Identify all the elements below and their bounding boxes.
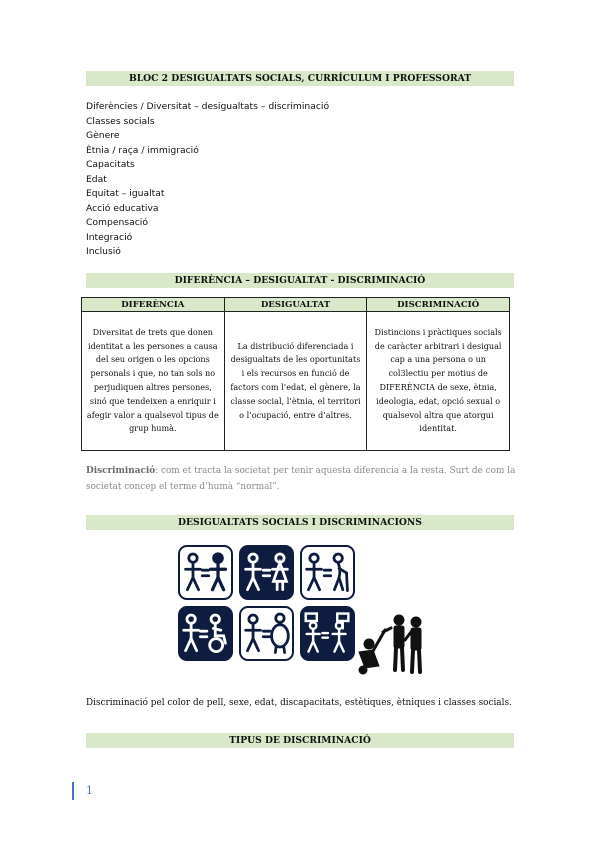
comparison-table bbox=[81, 297, 510, 451]
skin-color-icon bbox=[178, 545, 233, 600]
topic-item: Equitat – igualtat bbox=[86, 188, 165, 199]
topic-item: Inclusió bbox=[86, 246, 121, 257]
section-title-tipus: TIPUS DE DISCRIMINACIÓ bbox=[86, 733, 514, 748]
icons-caption: Discriminació pel color de pell, sexe, edat, discapacitats, estètiques, ètniques i classes socials. bbox=[86, 698, 512, 708]
discrimination-note-label: Discriminació bbox=[86, 466, 156, 476]
topic-item: Ètnia / raça / immigració bbox=[86, 144, 199, 156]
body-aesthetic-icon bbox=[239, 606, 294, 661]
table-cell-desigualtat: La distribució diferenciada i desigualtats de les oportunitats i els recursos en funció de factors com l’edat, el gènere, la classe social, l’ètnia, el territori o l’ocupació, entre d’altres. bbox=[224, 312, 367, 451]
topic-item: Diferències / Diversitat – desigualtats – discriminació bbox=[86, 101, 330, 112]
table-row bbox=[82, 312, 510, 451]
disability-icon bbox=[178, 606, 233, 661]
table-cell-discriminacio: Distincions i pràctiques socials de caràcter arbitrari i desigual cap a una persona o un col3lectiu per motius de DIFERÈNCIA de sexe, ètnia, ideologia, edat, opció sexual o qualsevol altra que atorgui identitat. bbox=[367, 312, 510, 451]
table-header-row bbox=[82, 298, 510, 312]
section-title-diferencia: DIFERÈNCIA – DESIGUALTAT - DISCRIMINACIÓ bbox=[86, 273, 514, 288]
table-header-discriminacio: DISCRIMINACIÓ bbox=[367, 298, 510, 312]
discrimination-note bbox=[86, 463, 516, 495]
table-header-diferencia: DIFERÈNCIA bbox=[82, 298, 225, 312]
topic-item: Compensació bbox=[86, 217, 148, 228]
page-number: 1 bbox=[72, 782, 93, 800]
topic-list bbox=[86, 100, 329, 260]
topic-item: Integració bbox=[86, 231, 133, 243]
ideology-icon bbox=[300, 606, 355, 661]
topic-item: Capacitats bbox=[86, 159, 135, 170]
table-header-desigualtat: DESIGUALTAT bbox=[224, 298, 367, 312]
topic-item: Classes socials bbox=[86, 115, 155, 127]
topic-item: Gènere bbox=[86, 130, 120, 141]
topic-item: Edat bbox=[86, 173, 107, 185]
topic-item: Acció educativa bbox=[86, 202, 159, 214]
age-icon bbox=[300, 545, 355, 600]
section-title-bloc2: BLOC 2 DESIGUALTATS SOCIALS, CURRÍCULUM I PROFESSORAT bbox=[86, 71, 514, 86]
section-title-desigualtats: DESIGUALTATS SOCIALS I DISCRIMINACIONS bbox=[86, 515, 514, 530]
sex-icon bbox=[239, 545, 294, 600]
table-cell-diferencia: Diversitat de trets que donen identitat a les persones a causa del seu origen o les opcions personals i que, no tan sols no perjudiquen altres persones, sinó que tendeixen a enriquir i afegir valor a qualsevol tipus de grup humà. bbox=[82, 312, 225, 451]
social-class-icon bbox=[355, 608, 427, 676]
discrimination-note-text: : com et tracta la societat per tenir aquesta diferencia a la resta. Surt de com la societat concep el terme d’humà “normal”. bbox=[86, 466, 516, 492]
